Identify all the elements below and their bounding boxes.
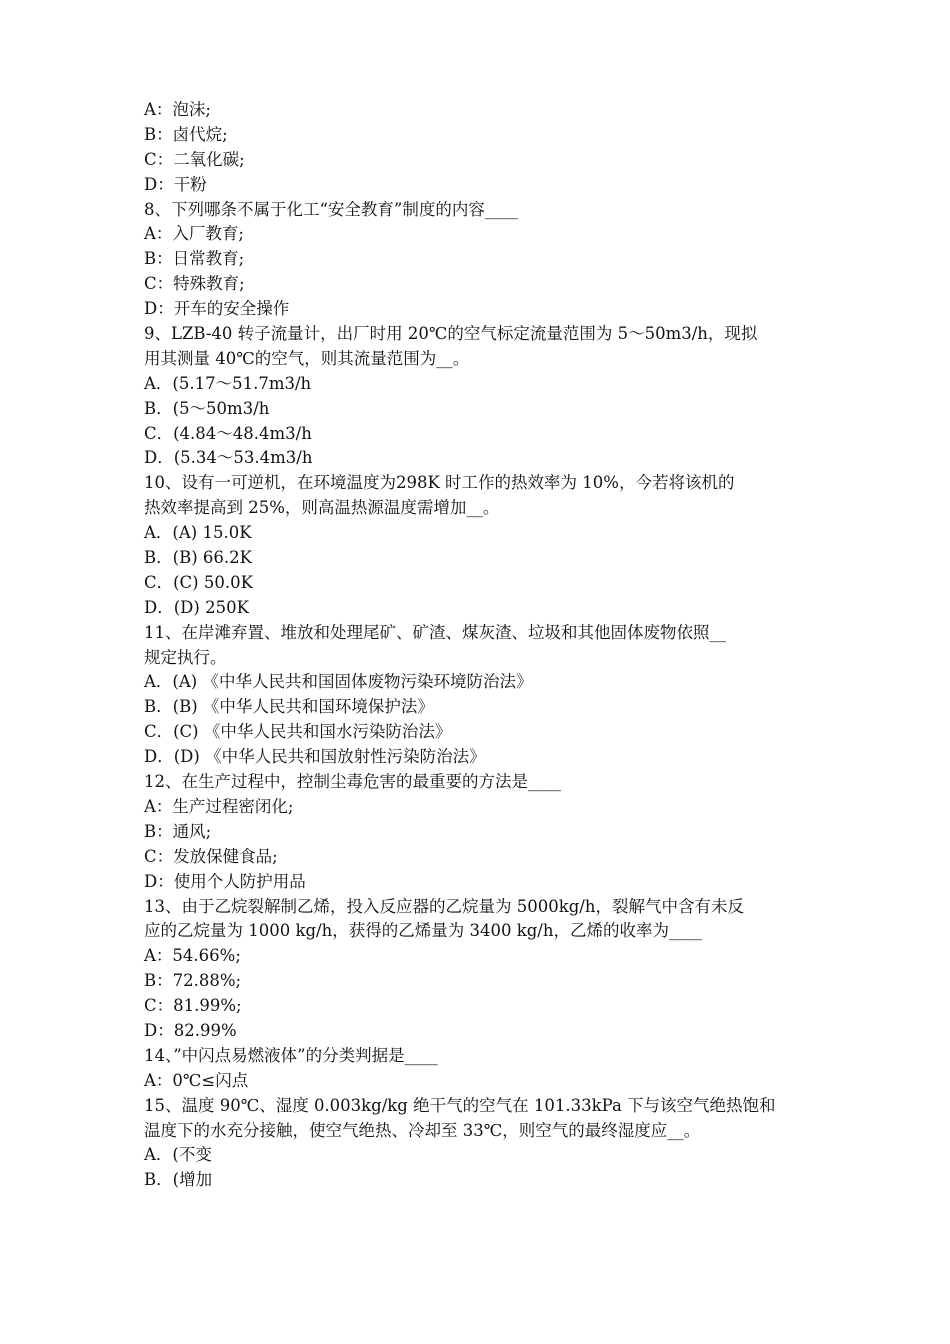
text-line: B：72.88%; xyxy=(144,971,242,991)
text-line: 温度下的水充分接触，使空气绝热、冷却至 33℃，则空气的最终湿度应__。 xyxy=(144,1120,701,1140)
text-line: D．(D) 250K xyxy=(144,597,249,617)
text-line: 规定执行。 xyxy=(144,647,227,667)
text-line: D：开车的安全操作 xyxy=(144,299,290,319)
question-line: 9、LZB-40 转子流量计，出厂时用 20℃的空气标定流量范围为 5～50m3/h，现拟 xyxy=(144,324,758,344)
text-line: A：生产过程密闭化; xyxy=(144,796,294,816)
question-line: 11、在岸滩弃置、堆放和处理尾矿、矿渣、煤灰渣、垃圾和其他固体废物依照__ xyxy=(144,622,726,642)
question-line: 15、温度 90℃、湿度 0.003kg/kg 绝干气的空气在 101.33kPa 下与该空气绝热饱和 xyxy=(144,1095,776,1115)
text-line: A：入厂教育; xyxy=(144,224,244,244)
text-line: C：发放保健食品; xyxy=(144,846,278,866)
text-line: C：特殊教育; xyxy=(144,274,245,294)
text-line: A：泡沫; xyxy=(144,100,211,119)
text-line: D：使用个人防护用品 xyxy=(144,871,306,891)
text-line: A：54.66%; xyxy=(144,946,241,966)
text-line: B：通风; xyxy=(144,821,212,841)
text-line: A．(A) 15.0K xyxy=(144,523,252,543)
text-line: B．(B) 《中华人民共和国环境保护法》 xyxy=(144,697,434,717)
text-line: B：日常教育; xyxy=(144,249,245,269)
question-line: 14、”中闪点易燃液体”的分类判据是____ xyxy=(144,1045,438,1065)
text-line: C．(C) 《中华人民共和国水污染防治法》 xyxy=(144,722,452,742)
text-line: 应的乙烷量为 1000 kg/h，获得的乙烯量为 3400 kg/h，乙烯的收率为____ xyxy=(144,921,702,941)
text-line: B：卤代烷; xyxy=(144,124,228,144)
text-line: C．(4.84～48.4m3/h xyxy=(144,423,312,443)
text-line: C：81.99%; xyxy=(144,996,242,1016)
question-line: 13、由于乙烷裂解制乙烯，投入反应器的乙烷量为 5000kg/h，裂解气中含有未反 xyxy=(144,896,744,916)
text-line: C：二氧化碳; xyxy=(144,149,245,169)
text-line: B．(5～50m3/h xyxy=(144,398,270,418)
text-line: C．(C) 50.0K xyxy=(144,572,253,592)
text-line: D：干粉 xyxy=(144,174,207,194)
text-line: A．(不变 xyxy=(144,1145,212,1165)
question-line: 12、在生产过程中，控制尘毒危害的最重要的方法是____ xyxy=(144,772,561,792)
text-line: D．(D) 《中华人民共和国放射性污染防治法》 xyxy=(144,747,486,767)
text-line: B．(B) 66.2K xyxy=(144,548,252,568)
document-body xyxy=(144,98,814,1193)
text-line: A．(5.17～51.7m3/h xyxy=(144,373,312,393)
question-line: 8、下列哪条不属于化工“安全教育”制度的内容____ xyxy=(144,199,518,219)
text-line: D．(5.34～53.4m3/h xyxy=(144,448,313,468)
text-line: A．(A) 《中华人民共和国固体废物污染环境防治法》 xyxy=(144,672,533,692)
text-line: A：0℃≤闪点 xyxy=(144,1070,249,1090)
text-line: 热效率提高到 25%，则高温热源温度需增加__。 xyxy=(144,498,500,518)
question-line: 10、设有一可逆机，在环境温度为298K 时工作的热效率为 10%，今若将该机的 xyxy=(144,473,735,493)
text-line: B．(增加 xyxy=(144,1170,213,1190)
text-line: D：82.99% xyxy=(144,1020,237,1040)
text-line: 用其测量 40℃的空气，则其流量范围为__。 xyxy=(144,348,470,368)
